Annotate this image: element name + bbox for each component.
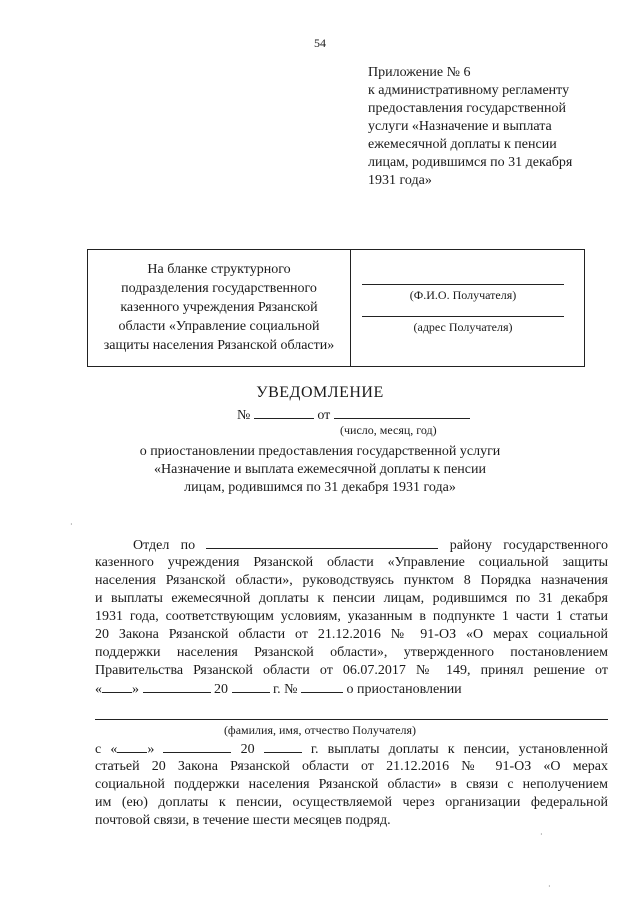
letterhead-line: На бланке структурного [147, 262, 291, 277]
notice-subtitle [0, 443, 640, 497]
appendix-line: 1931 года» [368, 173, 432, 188]
subtitle-line: о приостановлении предоставления государственной услуги [139, 444, 501, 459]
appendix-line: Приложение № 6 [368, 65, 471, 80]
year-blank [232, 680, 270, 693]
paragraph-line [95, 680, 608, 698]
department-label: Отдел по [133, 538, 196, 553]
appendix-line: предоставления государственной [368, 101, 567, 116]
notice-number-line [237, 406, 470, 424]
appendix-note [368, 64, 608, 190]
day-blank [117, 740, 147, 753]
from-date-label: с « [95, 742, 118, 757]
district-blank [206, 536, 438, 549]
day-blank [102, 680, 132, 693]
paragraph-line: социальной поддержки населения Рязанской области» в связи с неполучением [95, 777, 608, 792]
number-label: № [237, 408, 251, 423]
header-box [87, 249, 585, 367]
recipient-name-line [362, 284, 564, 285]
month-blank [163, 740, 231, 753]
appendix-line: услуги «Назначение и выплата [368, 119, 552, 134]
paragraph-line: им (ею) доплаты к пенсии, осуществляемой через организации федеральной [95, 795, 608, 810]
month-blank [143, 680, 211, 693]
close-quote: » [132, 682, 139, 697]
paragraph-line: Правительства Рязанской области от 06.07.2017 № 149, принял решение от [95, 663, 608, 678]
paragraph-line: поддержки населения Рязанской области», утвержденного постановлением [95, 645, 608, 660]
appendix-line: ежемесячной доплаты к пенсии [368, 137, 557, 152]
paragraph-line: статьей 20 Закона Рязанской области от 21.12.2016 № 91-ОЗ «О мерах [95, 759, 608, 774]
letterhead-line: подразделения государственного [121, 281, 317, 296]
open-quote: « [95, 682, 102, 697]
suspension-label: о приостановлении [346, 682, 462, 697]
appendix-line: к административному регламенту [368, 83, 570, 98]
close-quote: » [147, 742, 155, 757]
year-prefix: 20 [240, 742, 255, 757]
letterhead-line: области «Управление социальной [118, 319, 320, 334]
paragraph-line: 1931 года, соответствующим условиям, указанным в подпункте 1 части 1 статьи [95, 609, 608, 624]
decision-number-blank [301, 680, 343, 693]
letterhead-note [88, 260, 350, 355]
paragraph-line: и выплаты ежемесячной доплаты к пенсии лицам, родившимся по 31 декабря [95, 591, 608, 606]
recipient-address-line [362, 316, 564, 317]
document-title: УВЕДОМЛЕНИЕ [256, 384, 384, 401]
paragraph-suspension [95, 740, 608, 830]
recipient-address-caption: (адрес Получателя) [413, 320, 513, 334]
paragraph-line [95, 536, 608, 554]
box-divider [350, 250, 351, 366]
date-blank [334, 406, 470, 419]
district-suffix: району государственного [449, 538, 608, 553]
from-label: от [317, 408, 331, 423]
paragraph-line: казенного учреждения Рязанской области «Управление социальной защиты [95, 555, 608, 570]
paragraph-line [95, 740, 608, 758]
payment-text: г. выплаты доплаты к пенсии, установленной [310, 742, 608, 757]
paragraph-line: почтовой связи, в течение шести месяцев подряд. [95, 813, 391, 828]
paragraph-decision [95, 536, 608, 698]
fio-caption: (фамилия, имя, отчество Получателя) [223, 723, 417, 737]
scan-speck: · [548, 882, 551, 891]
date-caption: (число, месяц, год) [340, 423, 437, 437]
subtitle-line: «Назначение и выплата ежемесячной доплаты к пенсии [154, 462, 486, 477]
letterhead-line: казенного учреждения Рязанской [120, 300, 318, 315]
number-blank [254, 406, 314, 419]
paragraph-line: населения Рязанской области», руководствуясь пунктом 8 Порядка назначения [95, 573, 608, 588]
fio-blank-line [95, 719, 608, 720]
subtitle-line: лицам, родившимся по 31 декабря 1931 года» [184, 480, 456, 495]
appendix-line: лицам, родившимся по 31 декабря [368, 155, 573, 170]
paragraph-line: 20 Закона Рязанской области от 21.12.2016 № 91-ОЗ «О мерах социальной [95, 627, 608, 642]
year-blank [264, 740, 302, 753]
decision-number-label: г. № [273, 682, 298, 697]
year-prefix: 20 [214, 682, 228, 697]
page-number: 54 [314, 36, 326, 50]
scan-speck: · [540, 830, 543, 839]
letterhead-line: защиты населения Рязанской области» [103, 338, 335, 353]
scan-speck: · [70, 520, 73, 529]
recipient-name-caption: (Ф.И.О. Получателя) [409, 288, 517, 302]
